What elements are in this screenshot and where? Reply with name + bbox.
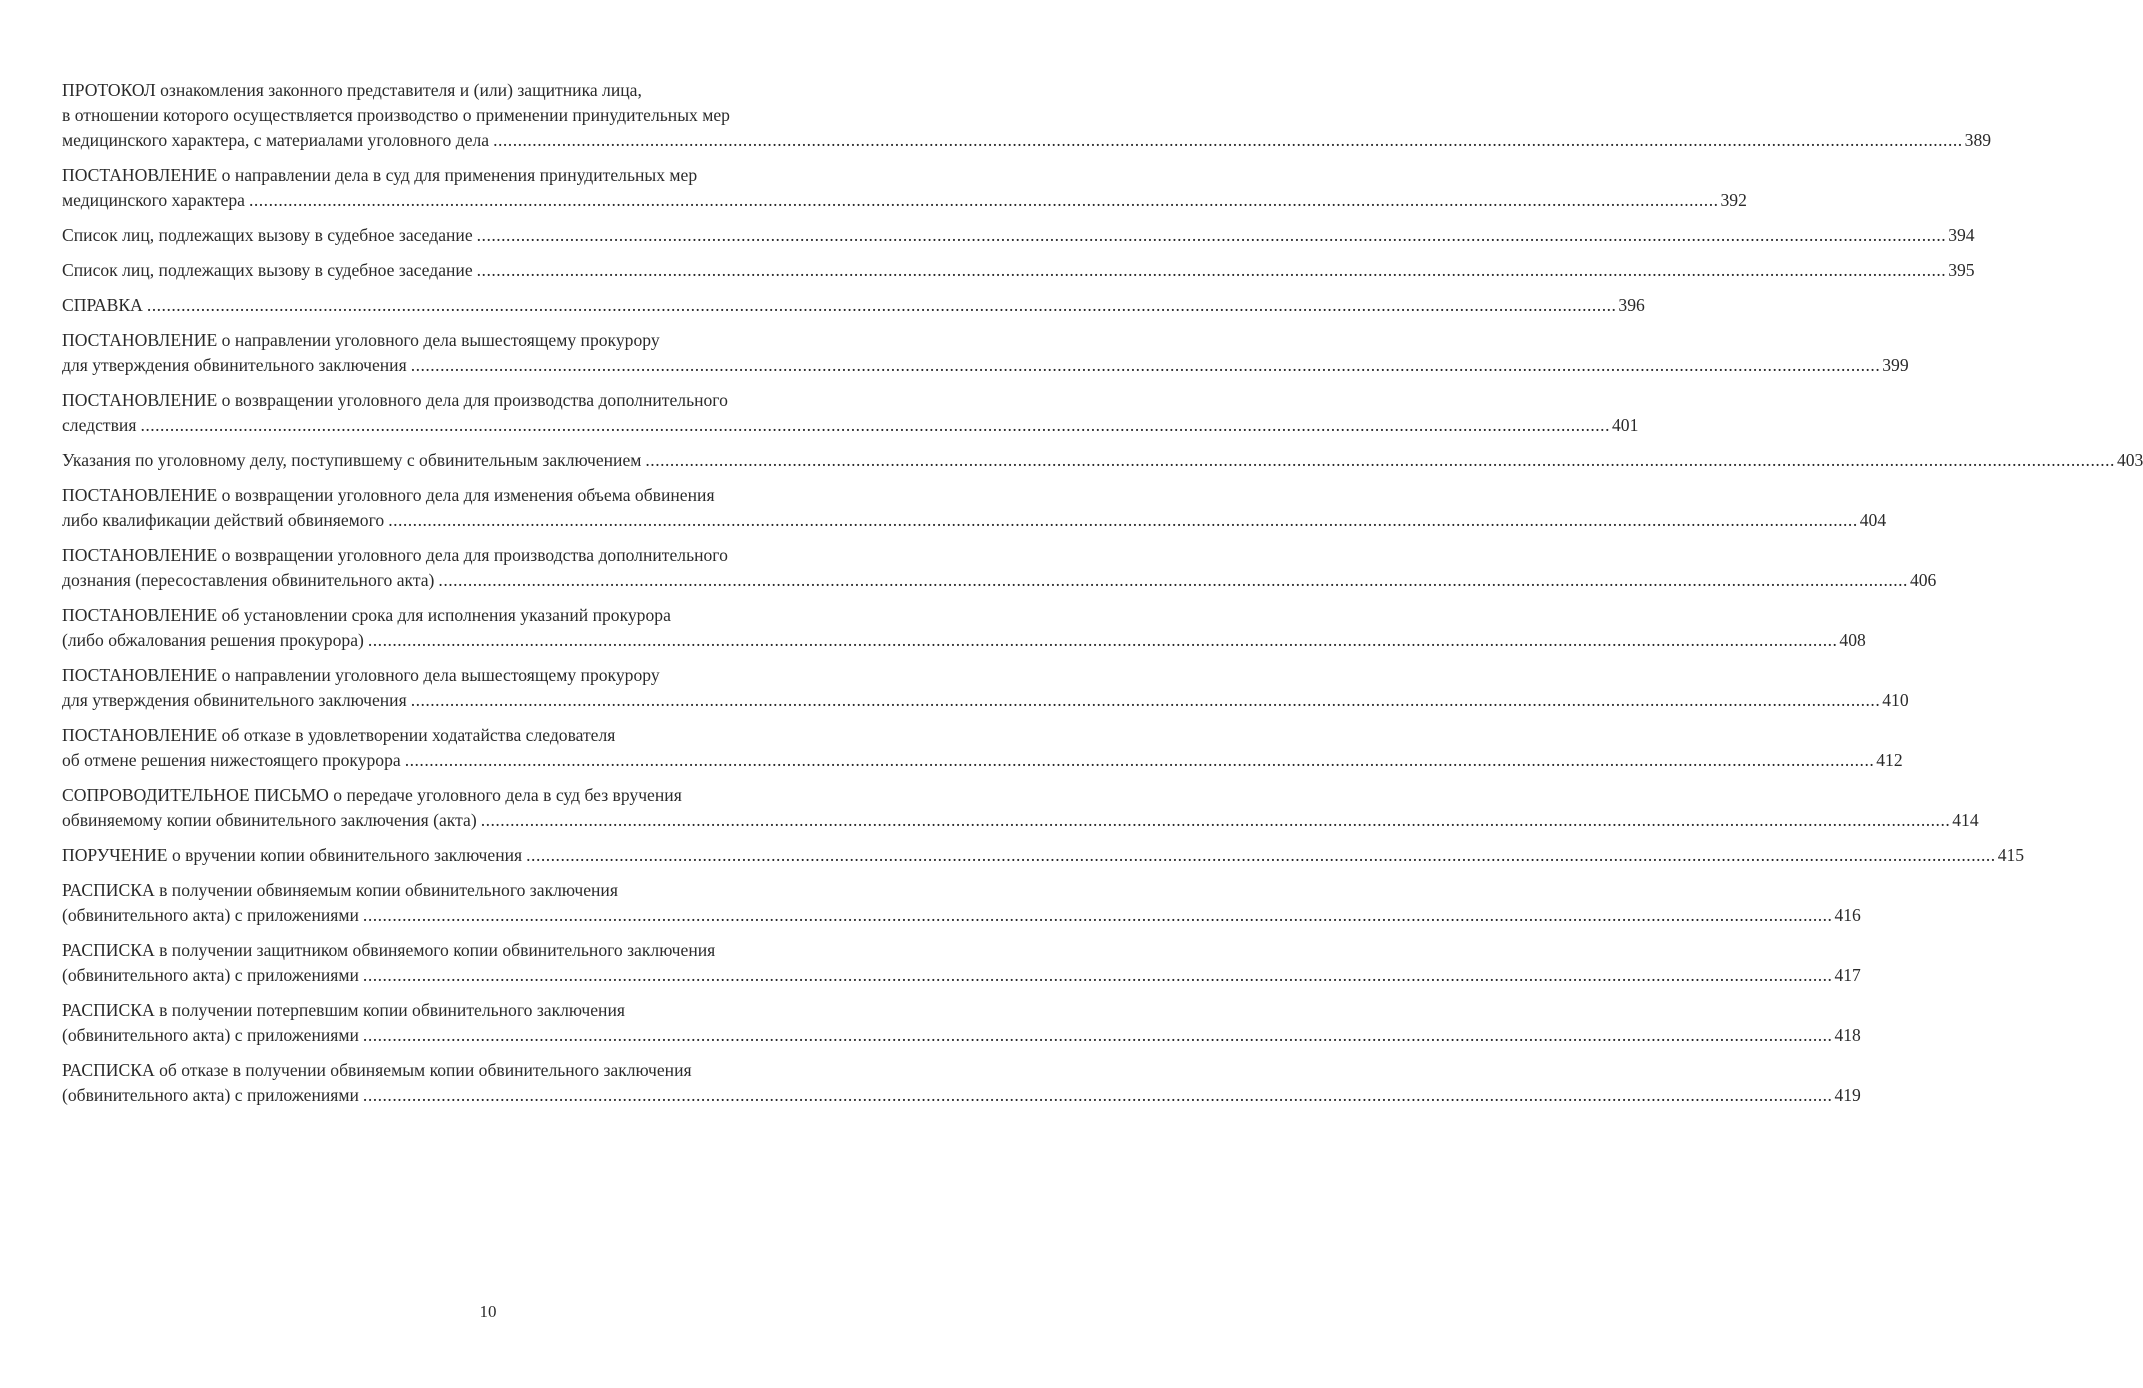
toc-entry-text: медицинского характера: [62, 190, 245, 210]
leader-dots: ............................................................................................................................................................................................................................................................................................................: [367, 630, 1838, 650]
toc-page-number: 399: [1882, 355, 1909, 375]
toc-entry-text: СПРАВКА: [62, 295, 143, 315]
toc-entry-text: ПОСТАНОВЛЕНИЕ о направлении дела в суд для применения принудительных мер: [62, 165, 698, 185]
leader-dots: ............................................................................................................................................................................................................................................................................................................: [476, 225, 1947, 245]
toc-page-number: 418: [1834, 1025, 1861, 1045]
leader-dots: ............................................................................................................................................................................................................................................................................................................: [410, 690, 1881, 710]
toc-entry-text: Список лиц, подлежащих вызову в судебное заседание: [62, 260, 473, 280]
toc-entry-text: ПОСТАНОВЛЕНИЕ о направлении уголовного дела вышестоящему прокурору: [62, 665, 660, 685]
toc-entry-text: (обвинительного акта) с приложениями: [62, 1025, 359, 1045]
toc-page-number: 415: [1997, 845, 2025, 865]
toc-entry-text: ПОСТАНОВЛЕНИЕ о возвращении уголовного дела для изменения объема обвинения: [62, 485, 715, 505]
toc-page-number: 417: [1834, 965, 1861, 985]
toc-entry[interactable]: [62, 223, 1975, 248]
toc-page-number: 412: [1876, 750, 1903, 770]
toc-entry[interactable]: [62, 543, 1937, 593]
leader-dots: ............................................................................................................................................................................................................................................................................................................: [248, 190, 1719, 210]
toc-entry-text: СОПРОВОДИТЕЛЬНОЕ ПИСЬМО о передаче уголовного дела в суд без вручения: [62, 785, 682, 805]
leader-dots: ............................................................................................................................................................................................................................................................................................................: [404, 750, 1875, 770]
toc-entry[interactable]: [62, 723, 1903, 773]
leader-dots: ............................................................................................................................................................................................................................................................................................................: [493, 130, 1963, 150]
leader-dots: ............................................................................................................................................................................................................................................................................................................: [480, 810, 1951, 830]
toc-page-number: 401: [1611, 415, 1639, 435]
toc-entry[interactable]: [62, 843, 2025, 868]
toc-entry-text: РАСПИСКА в получении потерпевшим копии обвинительного заключения: [62, 1000, 625, 1020]
toc-entry-text: дознания (пересоставления обвинительного акта): [62, 570, 435, 590]
toc-entry-text: РАСПИСКА в получении защитником обвиняемого копии обвинительного заключения: [62, 940, 716, 960]
toc-entry-text: медицинского характера, с материалами уголовного дела: [62, 130, 490, 150]
toc-page-number: 416: [1834, 905, 1861, 925]
toc-entry[interactable]: [62, 663, 1909, 713]
toc-page-number: 408: [1839, 630, 1866, 650]
toc-entry-text: РАСПИСКА об отказе в получении обвиняемым копии обвинительного заключения: [62, 1060, 692, 1080]
toc-entry-text: ПОРУЧЕНИЕ о вручении копии обвинительного заключения: [62, 845, 523, 865]
toc-entry[interactable]: [62, 163, 1747, 213]
toc-page-number: 394: [1948, 225, 1975, 245]
toc-page-number: 396: [1618, 295, 1645, 315]
toc-page-number: 419: [1834, 1085, 1861, 1105]
toc-page-number: 395: [1948, 260, 1975, 280]
toc-entry-text: в отношении которого осуществляется производство о применении принудительных мер: [62, 105, 730, 125]
leader-dots: ............................................................................................................................................................................................................................................................................................................: [362, 965, 1833, 985]
toc-page-number: 392: [1720, 190, 1747, 210]
toc-entry[interactable]: [62, 388, 1639, 438]
toc-page-number: 404: [1859, 510, 1887, 530]
toc-entry-text: обвиняемому копии обвинительного заключения (акта): [62, 810, 477, 830]
toc-entry[interactable]: [62, 783, 1979, 833]
toc-entry-text: об отмене решения нижестоящего прокурора: [62, 750, 401, 770]
toc-entry-text: Список лиц, подлежащих вызову в судебное заседание: [62, 225, 473, 245]
leader-dots: ............................................................................................................................................................................................................................................................................................................: [362, 1085, 1833, 1105]
toc-page-number: 406: [1909, 570, 1937, 590]
toc-entry-text: РАСПИСКА в получении обвиняемым копии обвинительного заключения: [62, 880, 618, 900]
toc-entry[interactable]: [62, 448, 2143, 473]
table-of-contents: [62, 78, 2143, 1118]
toc-page-number: 410: [1882, 690, 1909, 710]
toc-entry-text: либо квалификации действий обвиняемого: [62, 510, 385, 530]
toc-entry[interactable]: [62, 293, 1645, 318]
toc-entry[interactable]: [62, 878, 1861, 928]
leader-dots: ............................................................................................................................................................................................................................................................................................................: [526, 845, 1996, 865]
toc-entry-text: ПОСТАНОВЛЕНИЕ об установлении срока для исполнения указаний прокурора: [62, 605, 671, 625]
toc-entry[interactable]: [62, 603, 1866, 653]
leader-dots: ............................................................................................................................................................................................................................................................................................................: [438, 570, 1908, 590]
toc-entry[interactable]: [62, 1058, 1861, 1108]
toc-entry-text: (либо обжалования решения прокурора): [62, 630, 364, 650]
leader-dots: ............................................................................................................................................................................................................................................................................................................: [140, 415, 1610, 435]
leader-dots: ............................................................................................................................................................................................................................................................................................................: [362, 905, 1833, 925]
leader-dots: ............................................................................................................................................................................................................................................................................................................: [645, 450, 2115, 470]
leader-dots: ............................................................................................................................................................................................................................................................................................................: [410, 355, 1881, 375]
toc-entry[interactable]: [62, 328, 1909, 378]
toc-entry[interactable]: [62, 258, 1975, 283]
toc-page-number: 389: [1964, 130, 1992, 150]
page-number: 10: [479, 1302, 497, 1321]
toc-entry[interactable]: [62, 938, 1861, 988]
toc-entry-text: ПОСТАНОВЛЕНИЕ о возвращении уголовного дела для производства дополнительного: [62, 545, 728, 565]
toc-entry-text: ПОСТАНОВЛЕНИЕ о возвращении уголовного дела для производства дополнительного: [62, 390, 728, 410]
toc-entry-text: для утверждения обвинительного заключения: [62, 355, 407, 375]
leader-dots: ............................................................................................................................................................................................................................................................................................................: [362, 1025, 1833, 1045]
toc-page-number: 403: [2116, 450, 2143, 470]
toc-entry-text: следствия: [62, 415, 137, 435]
toc-entry-text: ПОСТАНОВЛЕНИЕ о направлении уголовного дела вышестоящему прокурору: [62, 330, 660, 350]
toc-entry-text: ПРОТОКОЛ ознакомления законного представителя и (или) защитника лица,: [62, 80, 642, 100]
toc-entry[interactable]: [62, 998, 1861, 1048]
toc-page-number: 414: [1952, 810, 1979, 830]
leader-dots: ............................................................................................................................................................................................................................................................................................................: [476, 260, 1947, 280]
toc-entry-text: (обвинительного акта) с приложениями: [62, 905, 359, 925]
toc-entry-text: (обвинительного акта) с приложениями: [62, 1085, 359, 1105]
toc-entry-text: (обвинительного акта) с приложениями: [62, 965, 359, 985]
leader-dots: ............................................................................................................................................................................................................................................................................................................: [388, 510, 1858, 530]
toc-entry-text: Указания по уголовному делу, поступившему с обвинительным заключением: [62, 450, 642, 470]
toc-entry-text: для утверждения обвинительного заключения: [62, 690, 407, 710]
toc-entry[interactable]: [62, 78, 1992, 153]
toc-entry-text: ПОСТАНОВЛЕНИЕ об отказе в удовлетворении ходатайства следователя: [62, 725, 616, 745]
toc-entry[interactable]: [62, 483, 1887, 533]
leader-dots: ............................................................................................................................................................................................................................................................................................................: [146, 295, 1617, 315]
